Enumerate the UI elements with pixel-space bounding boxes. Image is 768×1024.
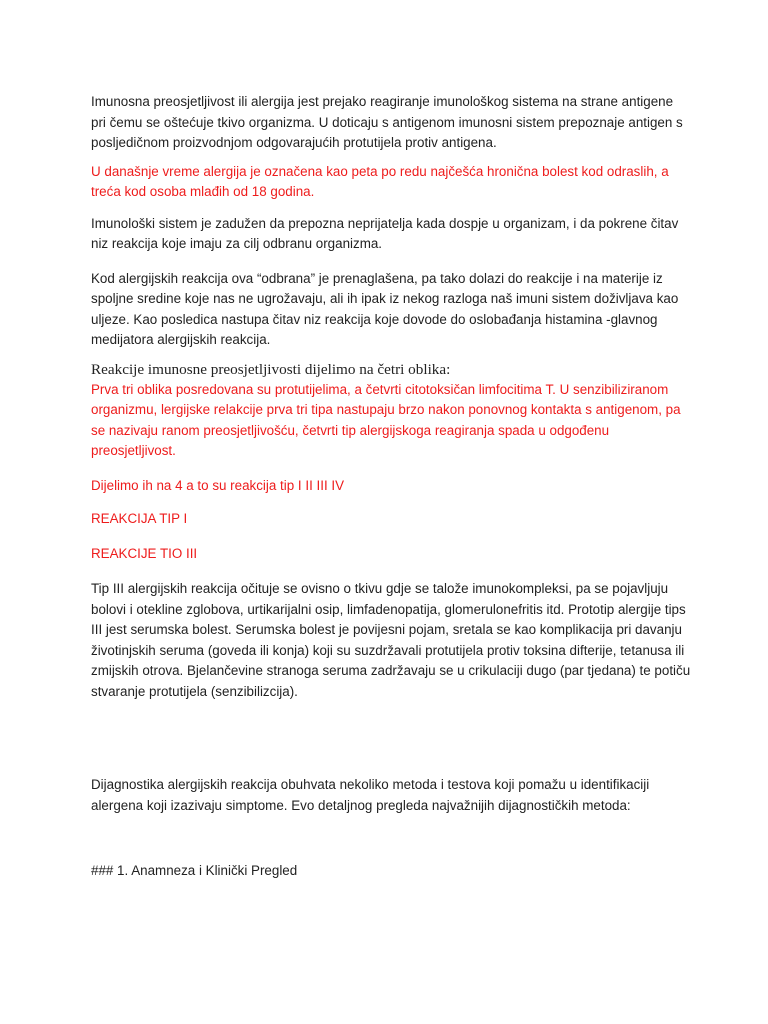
document-body — [91, 92, 691, 882]
section-heading-four-types: Reakcije imunosne preosjetljivosti dijelimo na četri oblika: — [91, 360, 451, 378]
paragraph-allergic-reactions: Kod alergijskih reakcija ova “odbrana” je prenaglašena, pa tako dolazi do reakcije i na materije iz spoljne sredine koje nas ne ugrožavaju, ali ih ipak iz nekog razloga naš imuni sistem doživljava kao uljeze. Kao posledica nastupa čitav niz reakcija koje dovode do oslobađanja histamina -glavnog medijatora alergijskih reakcija. — [91, 270, 679, 347]
paragraph-four-types-list: Dijelimo ih na 4 a to su reakcija tip I II III IV — [91, 477, 345, 493]
paragraph-immune-system-role: Imunološki sistem je zadužen da prepozna neprijatelja kada dospje u organizam, i da pokrene čitav niz reakcija koje imaju za cilj odbranu organizma. — [91, 215, 679, 251]
heading-anamnesis: ### 1. Anamneza i Klinički Pregled — [91, 863, 298, 878]
paragraph-type-3-description: Tip III alergijskih reakcija očituje se ovisno o tkivu gdje se talože imunokompleksi, pa se pojavljuju bolovi i otekline zglobova, urtikarijalni osip, limfadenopatija, glomerulonefritis itd. Prototip alergije tips III jest serumska bolest. Serumska bolest je povijesni pojam, sretala se kao komplikacija pri davanju životinjskih seruma (goveda ili konja) koji su suzdržavali protutijela protiv toksina difterije, tetanusa ili zmijskih otrova. Bjelančevine stranoga seruma zadržavaju se u crikulaciji dugo (par tjedana) te potiču stvaranje protutijela (senzibilizcija). — [91, 581, 691, 699]
paragraph-types-mediation: Prva tri oblika posredovana su protutijelima, a četvrti citotoksičan limfocitima T. U senzibiliziranom organizmu, lergijske relakcije prva tri tipa nastupaju brzo nakon ponovnog kontakta s antigenom, pa se nazivaju ranom preosjetljivošću, četvrti tip alergijskoga reagiranja spada u odgođenu preosjetljivost. — [91, 381, 681, 458]
heading-reaction-type-3: REAKCIJE TIO III — [91, 545, 198, 561]
paragraph-allergy-definition: Imunosna preosjetljivost ili alergija jest prejako reagiranje imunološkog sistema na strane antigene pri čemu se oštećuje tkivo organizma. U doticaju s antigenom imunosni sistem prepoznaje antigen s posljedičnom proizvodnjom odgovarajućih protutijela protiv antigena. — [91, 94, 683, 150]
paragraph-allergy-prevalence: U današnje vreme alergija je označena kao peta po redu najčešća hronična bolest kod odraslih, a treća kod osoba mlađih od 18 godina. — [91, 163, 669, 199]
paragraph-diagnostics-intro: Dijagnostika alergijskih reakcija obuhvata nekoliko metoda i testova koji pomažu u identifikaciji alergena koji izazivaju simptome. Evo detaljnog pregleda najvažnijih dijagnostičkih metoda: — [91, 777, 650, 813]
heading-reaction-type-1: REAKCIJA TIP I — [91, 511, 188, 526]
